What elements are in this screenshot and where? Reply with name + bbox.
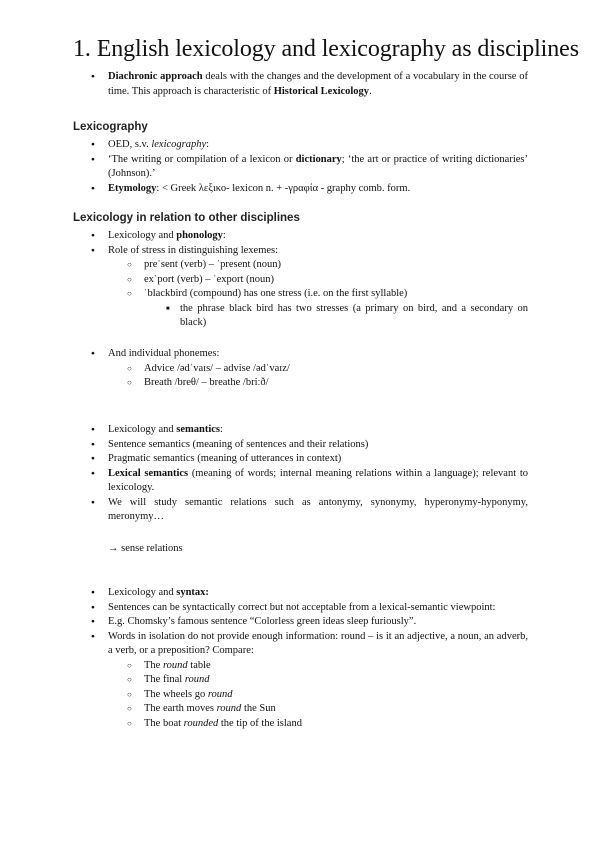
list-item: ● Diachronic approach deals with the changes and the development of a vocabulary in the course of time. This approach is characteristic of Historical Lexicology.: [91, 70, 528, 99]
list-item: ● Sentence semantics (meaning of sentences and their relations): [91, 438, 528, 453]
sub-list-item: ○ The round table: [110, 659, 528, 674]
sub-list-item: ○ preˈsent (verb) – ˈpresent (noun): [110, 258, 528, 273]
list-item: ● And individual phonemes: ○ Advice /ədˈvaɪs/ – advise /ədˈvaɪz/ ○ Breath /breθ/ – breathe /briːð/: [91, 347, 528, 391]
sub-list-item: ○ ˈblackbird (compound) has one stress (i.e. on the first syllable) ■ the phrase black bird has two stresses (a primary on bird, and a secondary on black): [110, 287, 528, 331]
intro-section: [91, 70, 528, 99]
sub-sub-list-item: ■ the phrase black bird has two stresses (a primary on bird, and a secondary on black): [166, 302, 528, 331]
sense-relations-note: → sense relations: [108, 543, 183, 554]
section-heading-relations: Lexicology in relation to other disciplines: [73, 212, 300, 224]
list-item: ● ‘The writing or compilation of a lexicon or dictionary; ‘the art or practice of writing dictionaries’ (Johnson).’: [91, 153, 528, 182]
list-item: ● Etymology: < Greek λεξικο- lexicon n. + -γραφία - graphy comb. form.: [91, 182, 528, 197]
list-item: ● Lexicology and semantics:: [91, 423, 528, 438]
list-item: ● Words in isolation do not provide enough information: round – is it an adjective, a noun, an adverb, a verb, or a preposition? Compare: ○ The round table ○ The final round ○ The wheels go round ○ The earth moves round the Sun ○ The boat rounded the tip of the island: [91, 630, 528, 732]
list-item: ● Lexicology and phonology:: [91, 229, 528, 244]
phonology-list: [91, 229, 528, 331]
semantics-list: [91, 423, 528, 525]
list-item: ● Lexicology and syntax:: [91, 586, 528, 601]
list-item: ● Lexical semantics (meaning of words; internal meaning relations within a language); relevant to lexicology.: [91, 467, 528, 496]
list-item: ● Sentences can be syntactically correct but not acceptable from a lexical-semantic viewpoint:: [91, 601, 528, 616]
page-title: 1. English lexicology and lexicography as disciplines: [73, 36, 579, 62]
list-item: ● Role of stress in distinguishing lexemes: ○ preˈsent (verb) – ˈpresent (noun) ○ exˈport (verb) – ˈexport (noun) ○ ˈblackbird (compound) has one stress (i.e. on the first syllable) ■ the phrase black bird has two stresses (a primary on bird, and a secondary on black): [91, 244, 528, 331]
list-item: ● We will study semantic relations such as antonymy, synonymy, hyperonymy-hyponymy, meronymy…: [91, 496, 528, 525]
phoneme-list: [91, 347, 528, 391]
sub-list-item: ○ The final round: [110, 673, 528, 688]
list-item: ● E.g. Chomsky’s famous sentence “Colorless green ideas sleep furiously”.: [91, 615, 528, 630]
sub-list-item: ○ The earth moves round the Sun: [110, 702, 528, 717]
sub-list-item: ○ Advice /ədˈvaɪs/ – advise /ədˈvaɪz/: [110, 362, 528, 377]
sub-list-item: ○ The wheels go round: [110, 688, 528, 703]
sub-list-item: ○ Breath /breθ/ – breathe /briːð/: [110, 376, 528, 391]
list-item: ● OED, s.v. lexicography:: [91, 138, 528, 153]
syntax-list: [91, 586, 528, 731]
lexicography-list: [91, 138, 528, 196]
sub-list-item: ○ exˈport (verb) – ˈexport (noun): [110, 273, 528, 288]
list-item: ● Pragmatic semantics (meaning of utterances in context): [91, 452, 528, 467]
sub-list-item: ○ The boat rounded the tip of the island: [110, 717, 528, 732]
section-heading-lexicography: Lexicography: [73, 121, 148, 133]
